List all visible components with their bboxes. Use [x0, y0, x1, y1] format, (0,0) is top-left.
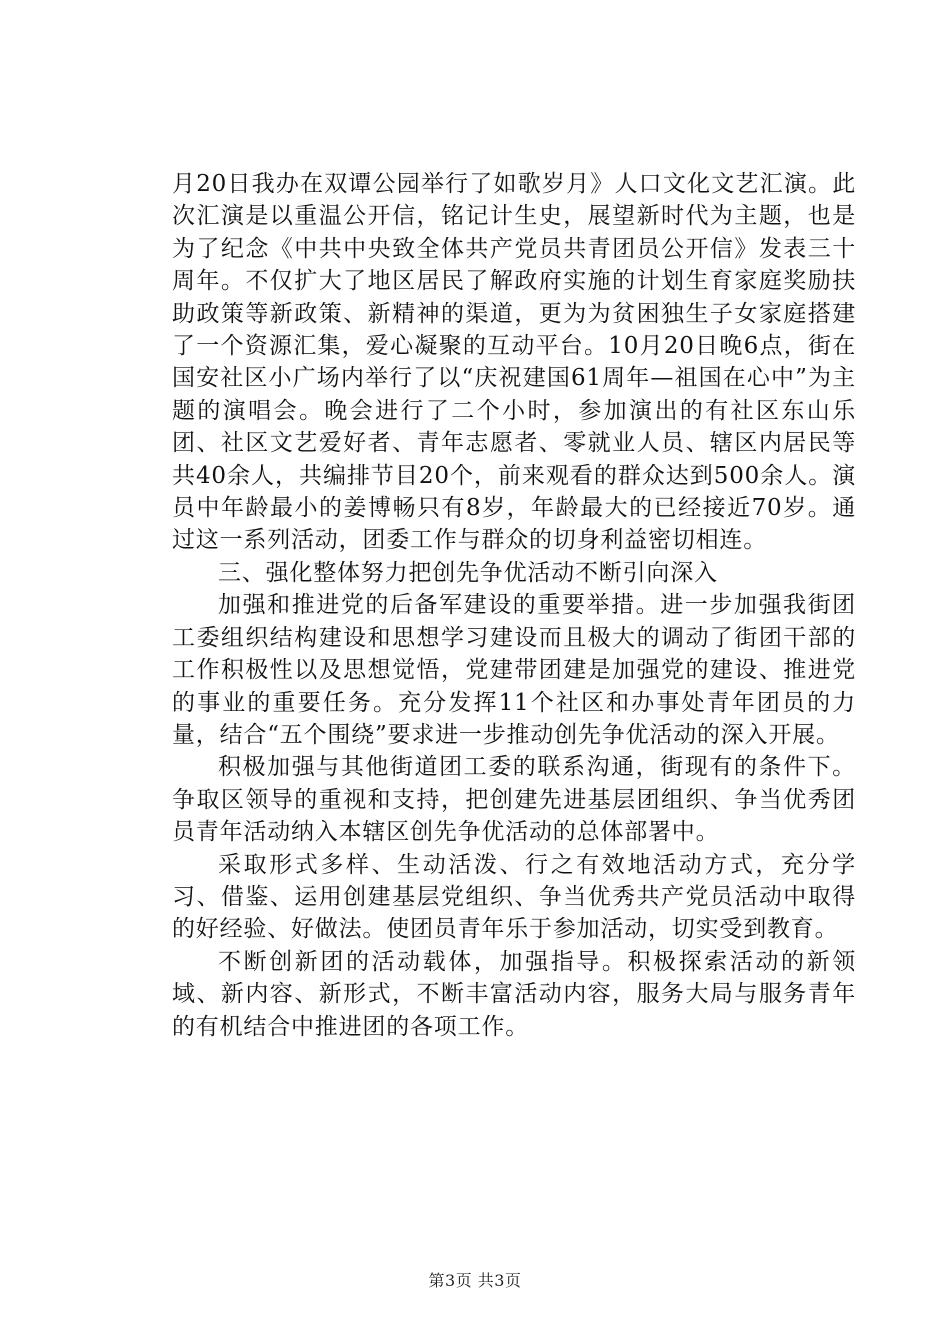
- body-paragraph-3: 积极加强与其他街道团工委的联系沟通，街现有的条件下。争取区领导的重视和支持，把创建先进基层团组织、争当优秀团员青年活动纳入本辖区创先争优活动的总体部署中。: [172, 754, 856, 846]
- body-paragraph-2: 加强和推进党的后备军建设的重要举措。进一步加强我街团工委组织结构建设和思想学习建设而且极大的调动了街团干部的工作积极性以及思想觉悟，党建带团建是加强党的建设、推进党的事业的重要任务。充分发挥11个社区和办事处青年团员的力量，结合“五个围绕”要求进一步推动创先争优活动的深入开展。: [172, 592, 856, 748]
- body-paragraph-4: 采取形式多样、生动活泼、行之有效地活动方式，充分学习、借鉴、运用创建基层党组织、争当优秀共产党员活动中取得的好经验、好做法。使团员青年乐于参加活动，切实受到教育。: [172, 851, 856, 943]
- body-paragraph-1: 月20日我办在双谭公园举行了如歌岁月》人口文化文艺汇演。此次汇演是以重温公开信，铭记计生史，展望新时代为主题，也是为了纪念《中共中央致全体共产党员共青团员公开信》发表三十周年。不仅扩大了地区居民了解政府实施的计划生育家庭奖励扶助政策等新政策、新精神的渠道，更为为贫困独生子女家庭搭建了一个资源汇集，爱心凝聚的互动平台。10月20日晚6点，街在国安社区小广场内举行了以“庆祝建国61周年—祖国在心中”为主题的演唱会。晚会进行了二个小时，参加演出的有社区东山乐团、社区文艺爱好者、青年志愿者、零就业人员、辖区内居民等共40余人，共编排节目20个，前来观看的群众达到500余人。演员中年龄最小的姜博畅只有8岁，年龄最大的已经接近70岁。通过这一系列活动，团委工作与群众的切身利益密切相连。: [172, 171, 856, 554]
- section-heading-3: 三、强化整体努力把创先争优活动不断引向深入: [218, 559, 718, 586]
- body-paragraph-5: 不断创新团的活动载体，加强指导。积极探索活动的新领域、新内容、新形式，不断丰富活动内容，服务大局与服务青年的有机结合中推进团的各项工作。: [172, 948, 856, 1040]
- document-body: [172, 168, 856, 1043]
- page-footer: 第3页 共3页: [428, 1271, 522, 1290]
